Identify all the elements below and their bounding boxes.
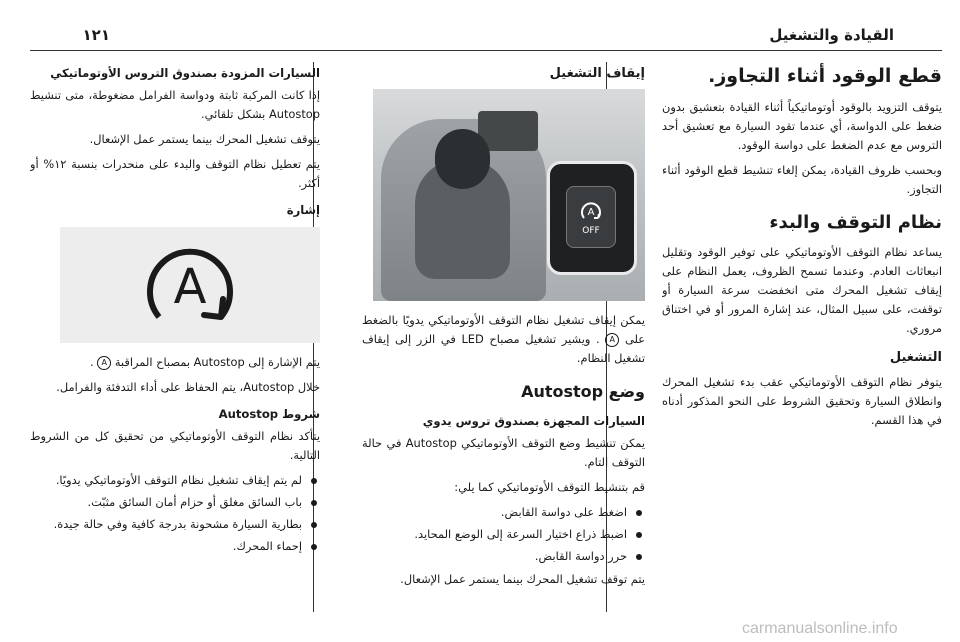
list-item: باب السائق مغلق أو حزام أمان السائق مثبّت.: [30, 493, 320, 512]
page-number: ١٢١: [82, 26, 110, 44]
autostop-off-button: [566, 186, 616, 248]
paragraph: يتم الإشارة إلى Autostop بمصباح المراقبة A .: [89, 355, 320, 369]
autostop-icon: [578, 198, 604, 224]
button-closeup: [547, 161, 637, 275]
column-left: [30, 62, 320, 618]
page-header: [0, 0, 960, 56]
paragraph: إذا كانت المركبة ثابتة ودواسة الفرامل مضغوطة، متى تنشيط Autostop بشكل تلقائي.: [30, 88, 320, 121]
list-item: حرر دواسة القابض.: [362, 547, 645, 566]
svg-text:A: A: [173, 259, 207, 315]
list-item: اضغط على دواسة القابض.: [362, 503, 645, 522]
paragraph: يتأكد نظام التوقف الأوتوماتيكي من تحقيق كل من الشروط التالية.: [30, 429, 320, 462]
paragraph: يتم تعطيل نظام التوقف والبدء على منحدرات بنسبة ١٢% أو أكثر.: [30, 157, 320, 190]
subheading-deactivation: إيقاف التشغيل: [549, 66, 645, 81]
autostop-indicator-inline-icon: A: [97, 356, 111, 370]
paragraph: يمكن تنشيط وضع التوقف الأوتوماتيكي Autostop في حالة التوقف التام.: [362, 436, 645, 469]
bullet-list: [30, 471, 320, 556]
autostop-off-icon: A: [605, 333, 619, 347]
column-right: [662, 62, 942, 618]
console-photo: [373, 89, 645, 301]
bullet-list: [362, 503, 645, 566]
paragraph: يتوقف التزويد بالوقود أوتوماتيكياً أثناء القيادة بتعشيق بدون ضغط على الدواسة، أي عندما تقود السيارة مع تعشيق أحد التروس مع عدم الضغط على دواسة الوقود.: [662, 100, 942, 152]
paragraph: يتوفر نظام التوقف الأوتوماتيكي عقب بدء تشغيل المحرك وانطلاق السيارة وتحقيق الشروط على النحو المذكور أدناه في هذا القسم.: [662, 375, 942, 427]
paragraph: يتوقف تشغيل المحرك بينما يستمر عمل الإشعال.: [89, 132, 320, 146]
paragraph: خلال Autostop، يتم الحفاظ على أداء التدفئة والفرامل.: [56, 380, 320, 394]
list-item: اضبط ذراع اختيار السرعة إلى الوضع المحايد.: [362, 525, 645, 544]
section-heading-overrun: قطع الوقود أثناء التجاوز.: [708, 65, 942, 87]
header-divider: [30, 50, 942, 51]
paragraph: يساعد نظام التوقف الأوتوماتيكي على توفير الوقود وتقليل انبعاثات العادم. وعندما تسمح الظروف، يعمل النظام على إيقاف تشغيل المحرك متى انخفضت سرعة السيارة أو توقفت، على سبيل المثال، عند إشارة المرور أو في اختناق مروري.: [662, 245, 942, 335]
autostop-indicator-icon: [135, 235, 245, 335]
paragraph: وبحسب ظروف القيادة، يمكن إلغاء تنشيط قطع الوقود أثناء التجاوز.: [662, 163, 942, 196]
paragraph: قم بتنشيط التوقف الأوتوماتيكي كما يلي:: [454, 480, 645, 494]
subheading-indication: إشارة: [286, 203, 320, 217]
page-title: القيادة والتشغيل: [769, 26, 894, 44]
subheading-manual: السيارات المجهزة بصندوق تروس يدوي: [422, 414, 645, 428]
subheading-automatic: السيارات المزودة بصندوق التروس الأوتوماتيكي: [50, 66, 320, 80]
off-label: OFF: [582, 226, 600, 236]
subheading-operation: التشغيل: [889, 350, 942, 365]
paragraph: يمكن إيقاف تشغيل نظام التوقف الأوتوماتيكي يدويًا بالضغط على A . ويشير تشغيل مصباح LED في الزر إلى إيقاف تشغيل النظام.: [362, 313, 645, 365]
gear-knob: [435, 129, 490, 189]
column-middle: [362, 62, 645, 618]
watermark: carmanualsonline.info: [742, 620, 898, 637]
paragraph: يتم توقف تشغيل المحرك بينما يستمر عمل الإشعال.: [400, 572, 645, 586]
control-indicator-figure: [60, 227, 320, 343]
list-item: لم يتم إيقاف تشغيل نظام التوقف الأوتوماتيكي يدويًا.: [30, 471, 320, 490]
subheading-conditions: شروط Autostop: [218, 407, 320, 421]
section-heading-autostop: وضع Autostop: [521, 382, 645, 401]
section-heading-stop-start: نظام التوقف والبدء: [769, 212, 942, 233]
svg-text:A: A: [587, 207, 595, 218]
list-item: بطارية السيارة مشحونة بدرجة كافية وفي حالة جيدة.: [30, 515, 320, 534]
list-item: إحماء المحرك.: [30, 537, 320, 556]
